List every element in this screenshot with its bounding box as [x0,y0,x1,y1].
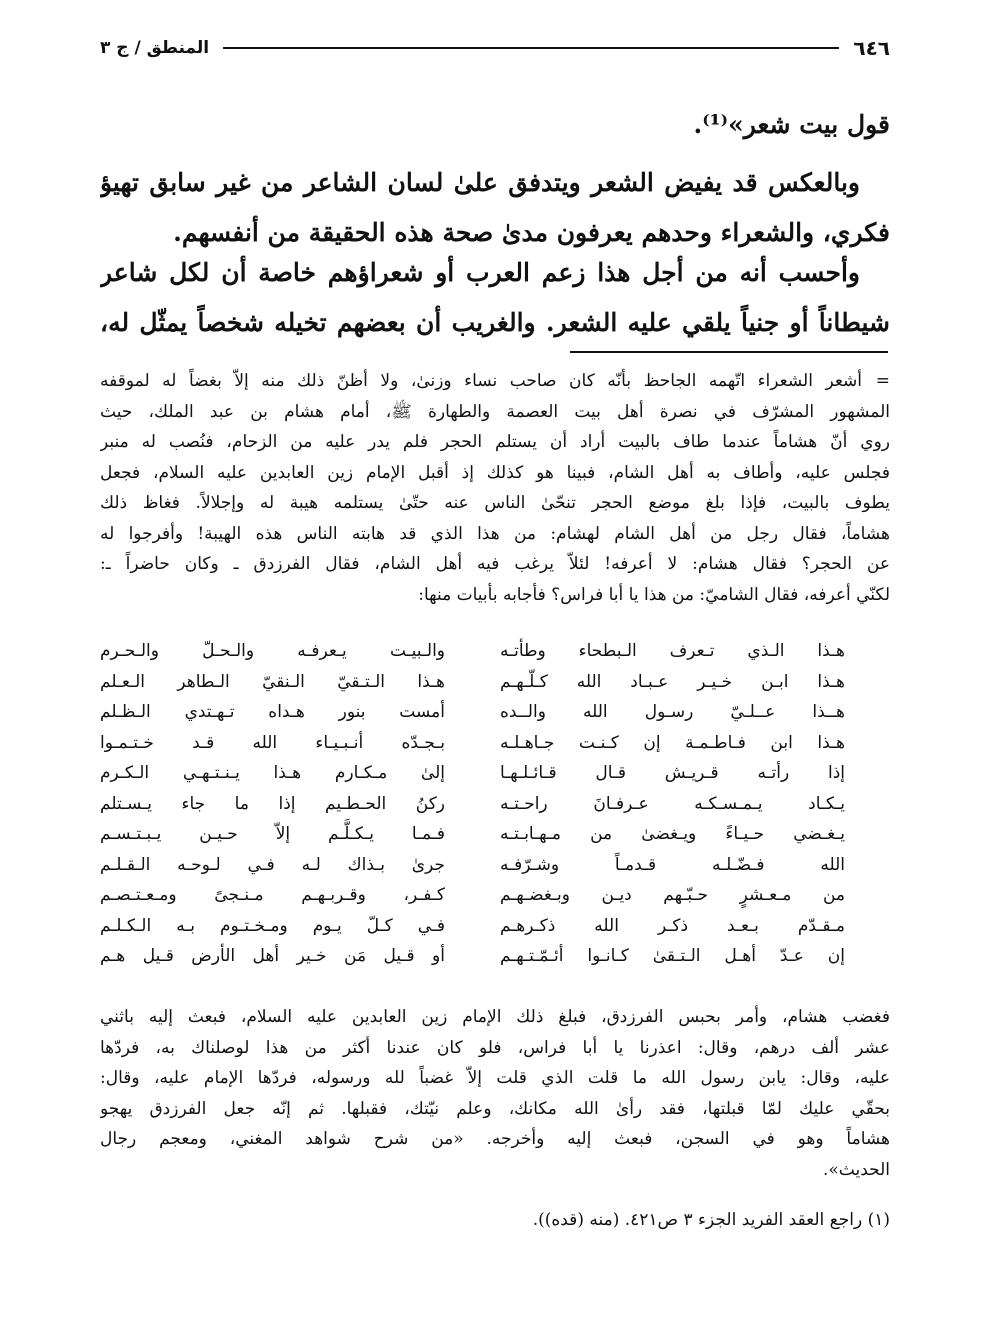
poem-verse [100,911,845,942]
first-hemistich: إن عـدّ أهـل الـتـقىٰ كـانـوا أئـمّـتـهـم [500,946,845,966]
footnote-conclusion [100,1002,890,1185]
poem-verse [100,880,845,911]
body-line: شيطاناً أو جنياً يلقي عليه الشعر. والغريب أن بعضهم تخيله شخصاً يمثّل له، [100,308,890,337]
first-hemistich: هـذا ابـن خـيـر عـبـاد الله كـلّـهـم [500,671,845,692]
footnote-line: المشهور المشرّف في نصرة أهل بيت العصمة والطهارة ﷺ، أمام هشام بن عبد الملك، حيث [100,401,890,422]
second-hemistich: جرىٰ بـذاك لـه فـي لـوحـه الـقـلـم [100,854,445,875]
footnote-separator [570,351,888,353]
body-paragraph-1 [100,158,890,258]
first-hemistich: يـكـاد يـمـسـكـه عـرفـانَ راحـتـه [500,793,845,814]
poem-verse [100,941,845,972]
footnote-line: عليه، وقال: يابن رسول الله ما قلت الذي قلت إلاّ غضباً لله ورسوله، فردّها الإمام عليه، وقال: [100,1068,890,1088]
body-paragraph-2 [100,248,890,348]
first-hemistich: إذا رأتـه قـريـش قـال قـائـلـهـا [500,763,845,783]
first-hemistich: يـغـضي حـيـاءً ويـغضىٰ من مـهـابـتـه [500,824,845,844]
poem-verse [100,667,845,698]
second-hemistich: فـي كـلّ يـوم ومـخـتـوم بـه الـكـلـم [100,915,445,936]
continuation-marker: = [875,371,890,391]
body-paragraph-0 [100,100,890,150]
footnote-line: لكنّي أعرفه، فقال الشاميّ: من هذا يا أبا فراس؟ فأجابه بأبيات منها: [418,584,890,605]
second-hemistich: والـبيـت يـعرفـه والـحـلّ والـحـرم [100,641,445,661]
footnote-line: بحقّي عليك لمّا قبلتها، فقد رأىٰ الله مكانك، وعلم نيّتك، فقبلها. ثم إنّه جعل الفرزدق يهجو [100,1098,890,1119]
footnote-line: هشاماً، فقال رجل من أهل الشام لهشام: من هذا الذي قد هابته الناس هذه الهيبة! وأفرجوا له [100,523,890,544]
body-line: فكري، والشعراء وحدهم يعرفون مدىٰ صحة هذه الحقيقة من أنفسهم. [173,218,890,247]
footnote-line-text: أشعر الشعراء اتّهمه الجاحظ بأنّه كان صاحب نساء وزنىٰ، ولا أظنّ ذلك منه إلاّ بغضاً له لموقفه [100,371,862,391]
poem-verse [100,636,845,667]
footnote-1 [100,1205,890,1236]
first-hemistich: هــذا عــلـيّ رسـول الله والــده [500,702,845,722]
second-hemistich: أمست بنور هـداه تـهـتدي الـظـلم [100,702,445,722]
poem [100,636,845,972]
footnote-line: فجلس عليه، وأطاف به أهل الشام، فبينا هو كذلك إذ أقبل الإمام زين العابدين عليه السلام، فجعل [100,462,890,483]
first-hemistich: الله فـضّـلـه قـدمـاً وشـرّفـه [500,854,845,875]
first-hemistich: هـذا الـذي تـعرف الـبطحاء وطأتـه [500,641,845,661]
footnote-1-text: (١) راجع العقد الفريد الجزء ٣ ص٤٢١. (منه (قده)). [532,1210,890,1230]
page-header [100,33,890,63]
footnote-continuation [100,366,890,610]
header-rule [223,47,839,49]
footnote-line: هشاماً وهو في السجن، فبعث إليه وأخرجه. «من شرح شواهد المغني، ومعجم رجال [100,1129,890,1149]
second-hemistich: بـجـدّه أنـبـيـاء الله قـد خـتـمـوا [100,732,445,753]
page-number: ٦٤٦ [853,36,890,60]
footnote-line: عن الحجر؟ فقال هشام: لا أعرفه! لئلاّ يرغب فيه أهل الشام، فقال الفرزدق ـ وكان حاضراً ـ: [100,554,890,574]
body-line: وبالعكس قد يفيض الشعر ويتدفق علىٰ لسان الشاعر من غير سابق تهيؤ [100,168,860,197]
second-hemistich: أو قـيل مَن خـير أهل الأرض قـيل هـم [100,946,445,966]
poem-verse [100,697,845,728]
second-hemistich: كـفـر، وقـربـهـم مـنـجىً ومـعـتـصـم [100,885,445,905]
footnote-line: فغضب هشام، وأمر بحبس الفرزدق، فبلغ ذلك الإمام زين العابدين عليه السلام، فبعث إليه باثني [100,1007,890,1027]
poem-verse [100,758,845,789]
first-hemistich: هـذا ابن فـاطـمـة إن كـنـت جـاهـلـه [500,732,845,753]
first-hemistich: من مـعـشرٍ حـبّـهم ديـن وبـغضـهـم [500,885,845,905]
second-hemistich: فـمـا يـكـلَّـم إلاّ حـيـن يـبـتـسـم [100,824,445,844]
footnote-line: يطوف بالبيت، فإذا بلغ موضع الحجر تنحّىٰ الناس عنه حتّىٰ يستلمه هيبة له وإجلالاً. فغاظ ذلك [100,493,890,513]
poem-verse [100,789,845,820]
running-title: المنطق / ج ٣ [100,38,210,58]
first-hemistich: مـقـدّم بـعـد ذكـر الله ذكـرهـم [500,915,845,936]
second-hemistich: إلىٰ مـكـارم هـذا يـنـتـهـي الـكـرم [100,763,445,783]
footnote-line: الحديث». [822,1159,890,1180]
body-line: وأحسب أنه من أجل هذا زعم العرب أو شعراؤهم خاصة أن لكل شاعر [100,258,860,287]
poem-verse [100,819,845,850]
poem-verse [100,728,845,759]
poem-verse [100,850,845,881]
footnote-line [100,366,890,397]
body-line: قول بيت شعر»⁽¹⁾. [693,110,890,139]
second-hemistich: هـذا الـتـقيّ الـنقيّ الـطاهر الـعـلم [100,671,445,692]
footnote-line: روي أنّ هشاماً عندما طاف بالبيت أراد أن يستلم الحجر فلم يدر عليه من الزحام، فنُصب له منبر [100,432,890,452]
second-hemistich: ركنُ الحـطـيم إذا ما جاء يـسـتلم [100,793,445,814]
footnote-line: عشر ألف درهم، وقال: اعذرنا يا أبا فراس، فلو كان عندنا أكثر من هذا لوصلناك به، فردّها [100,1037,890,1058]
